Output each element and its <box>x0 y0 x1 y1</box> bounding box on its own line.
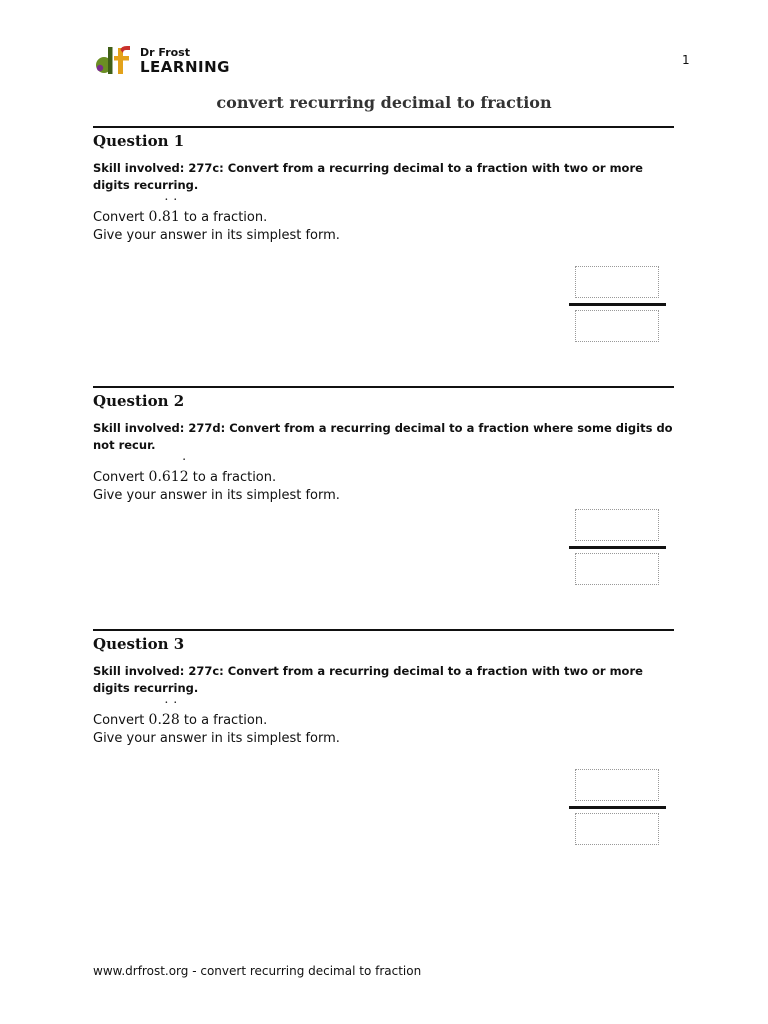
recurring-decimal: 0.˙ 2˙ 8 <box>149 712 180 728</box>
convert-word: Convert <box>93 713 145 728</box>
recurring-digit-start: ˙ 8 <box>162 208 171 226</box>
fraction-bar <box>569 546 666 549</box>
question-prompt <box>93 468 674 505</box>
question-prompt <box>93 711 674 748</box>
denominator-input[interactable] <box>575 813 659 845</box>
question-rule <box>93 629 674 631</box>
recurring-decimal: 0.61˙ 2 <box>149 469 189 485</box>
numerator-input[interactable] <box>575 266 659 298</box>
question-rule <box>93 126 674 128</box>
recurring-decimal: 0.˙ 8˙ 1 <box>149 209 180 225</box>
question-2 <box>93 386 674 505</box>
recurring-digit-end: ˙ 2 <box>180 468 189 486</box>
recurring-digit-end: ˙ 1 <box>171 208 180 226</box>
numerator-input[interactable] <box>575 769 659 801</box>
question-heading: Question 2 <box>93 392 185 410</box>
prompt-instruction: Give your answer in its simplest form. <box>93 228 340 243</box>
footer: www.drfrost.org - convert recurring decimal to fraction <box>93 964 422 978</box>
prompt-suffix: to a fraction. <box>183 210 268 225</box>
question-heading: Question 3 <box>93 635 185 653</box>
question-heading: Question 1 <box>93 132 185 150</box>
recurring-digit-start: ˙ 2 <box>162 711 171 729</box>
question-rule <box>93 386 674 388</box>
denominator-input[interactable] <box>575 310 659 342</box>
question-prompt <box>93 208 674 245</box>
question-skill: Skill involved: 277c: Convert from a recurring decimal to a fraction with two or more digits recurring. <box>93 161 643 192</box>
convert-word: Convert <box>93 210 145 225</box>
prompt-instruction: Give your answer in its simplest form. <box>93 488 340 503</box>
prompt-suffix: to a fraction. <box>183 713 268 728</box>
question-skill: Skill involved: 277d: Convert from a recurring decimal to a fraction where some digits do not recur. <box>93 421 673 452</box>
fraction-bar <box>569 806 666 809</box>
logo-mark-icon <box>94 44 134 76</box>
question-1 <box>93 126 674 245</box>
document-title: convert recurring decimal to fraction <box>216 93 552 112</box>
recurring-digit-end: ˙ 8 <box>171 711 180 729</box>
logo-big-text: LEARNING <box>140 58 230 76</box>
prompt-suffix: to a fraction. <box>192 470 277 485</box>
answer-fraction-2 <box>569 509 669 589</box>
fraction-bar <box>569 303 666 306</box>
denominator-input[interactable] <box>575 553 659 585</box>
numerator-input[interactable] <box>575 509 659 541</box>
answer-fraction-3 <box>569 769 669 849</box>
page-number: 1 <box>682 53 690 67</box>
answer-fraction-1 <box>569 266 669 346</box>
logo <box>94 44 234 78</box>
convert-word: Convert <box>93 470 145 485</box>
question-skill: Skill involved: 277c: Convert from a recurring decimal to a fraction with two or more digits recurring. <box>93 664 643 695</box>
question-3 <box>93 629 674 748</box>
prompt-instruction: Give your answer in its simplest form. <box>93 731 340 746</box>
logo-small-text: Dr Frost <box>140 46 190 59</box>
